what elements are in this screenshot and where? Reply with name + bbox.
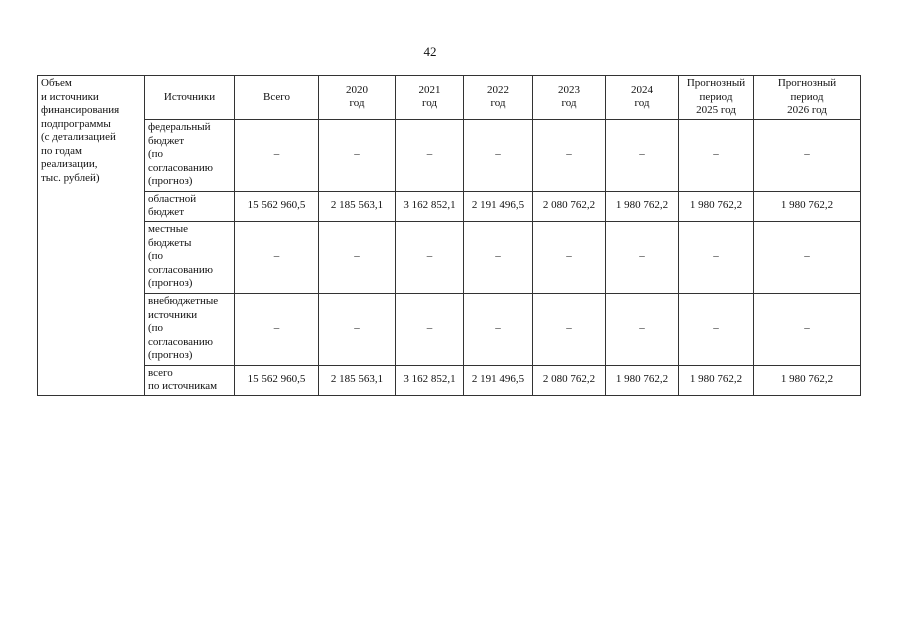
- financing-table: [37, 75, 861, 396]
- table-cell: –: [396, 293, 464, 365]
- source-extrabudgetary: внебюджетные источники (по согласованию (прогноз): [145, 293, 235, 365]
- header-total: Всего: [235, 76, 319, 120]
- table-cell: –: [464, 221, 533, 293]
- table-cell: 1 980 762,2: [679, 365, 754, 395]
- table-cell: –: [396, 221, 464, 293]
- header-forecast-2026: Прогнозный период 2026 год: [754, 76, 861, 120]
- subprogram-funding-description: Объем и источники финансирования подпрограммы (с детализацией по годам реализации, тыс. рублей): [38, 76, 145, 396]
- header-2021: 2021 год: [396, 76, 464, 120]
- table-cell: 1 980 762,2: [679, 191, 754, 221]
- header-2024: 2024 год: [606, 76, 679, 120]
- table-row: [38, 293, 861, 365]
- table-cell: 1 980 762,2: [606, 365, 679, 395]
- table-cell: 2 191 496,5: [464, 191, 533, 221]
- table-cell: –: [319, 293, 396, 365]
- table-cell: –: [235, 119, 319, 191]
- table-cell: –: [235, 221, 319, 293]
- table-cell: –: [606, 119, 679, 191]
- header-sources: Источники: [145, 76, 235, 120]
- source-total: всего по источникам: [145, 365, 235, 395]
- source-local-budgets: местные бюджеты (по согласованию (прогноз): [145, 221, 235, 293]
- table-cell: 2 080 762,2: [533, 365, 606, 395]
- table-row: [38, 221, 861, 293]
- table-cell: –: [396, 119, 464, 191]
- table-cell: –: [533, 293, 606, 365]
- table-cell: 15 562 960,5: [235, 191, 319, 221]
- table-cell: 2 185 563,1: [319, 191, 396, 221]
- table-row: [38, 191, 861, 221]
- header-2022: 2022 год: [464, 76, 533, 120]
- page-number: 42: [423, 44, 437, 59]
- table-cell: –: [679, 293, 754, 365]
- table-row: [38, 365, 861, 395]
- table-cell: –: [606, 221, 679, 293]
- header-forecast-2025: Прогнозный период 2025 год: [679, 76, 754, 120]
- table-cell: 3 162 852,1: [396, 191, 464, 221]
- table-cell: –: [754, 293, 861, 365]
- table-cell: 1 980 762,2: [754, 191, 861, 221]
- table-cell: –: [464, 293, 533, 365]
- source-federal-budget: федеральный бюджет (по согласованию (прогноз): [145, 119, 235, 191]
- table-cell: 1 980 762,2: [606, 191, 679, 221]
- table-cell: –: [533, 119, 606, 191]
- table-cell: –: [533, 221, 606, 293]
- table-cell: –: [235, 293, 319, 365]
- table-cell: 3 162 852,1: [396, 365, 464, 395]
- source-regional-budget: областной бюджет: [145, 191, 235, 221]
- table-cell: –: [754, 119, 861, 191]
- table-cell: 1 980 762,2: [754, 365, 861, 395]
- table-cell: 2 191 496,5: [464, 365, 533, 395]
- table-cell: –: [319, 221, 396, 293]
- table-cell: 2 080 762,2: [533, 191, 606, 221]
- table-cell: –: [679, 221, 754, 293]
- table-cell: –: [754, 221, 861, 293]
- table-cell: –: [606, 293, 679, 365]
- table-cell: –: [319, 119, 396, 191]
- table-cell: 15 562 960,5: [235, 365, 319, 395]
- table-cell: 2 185 563,1: [319, 365, 396, 395]
- header-2023: 2023 год: [533, 76, 606, 120]
- header-2020: 2020 год: [319, 76, 396, 120]
- table-header-row: [38, 76, 861, 120]
- table-cell: –: [679, 119, 754, 191]
- table-row: [38, 119, 861, 191]
- table-cell: –: [464, 119, 533, 191]
